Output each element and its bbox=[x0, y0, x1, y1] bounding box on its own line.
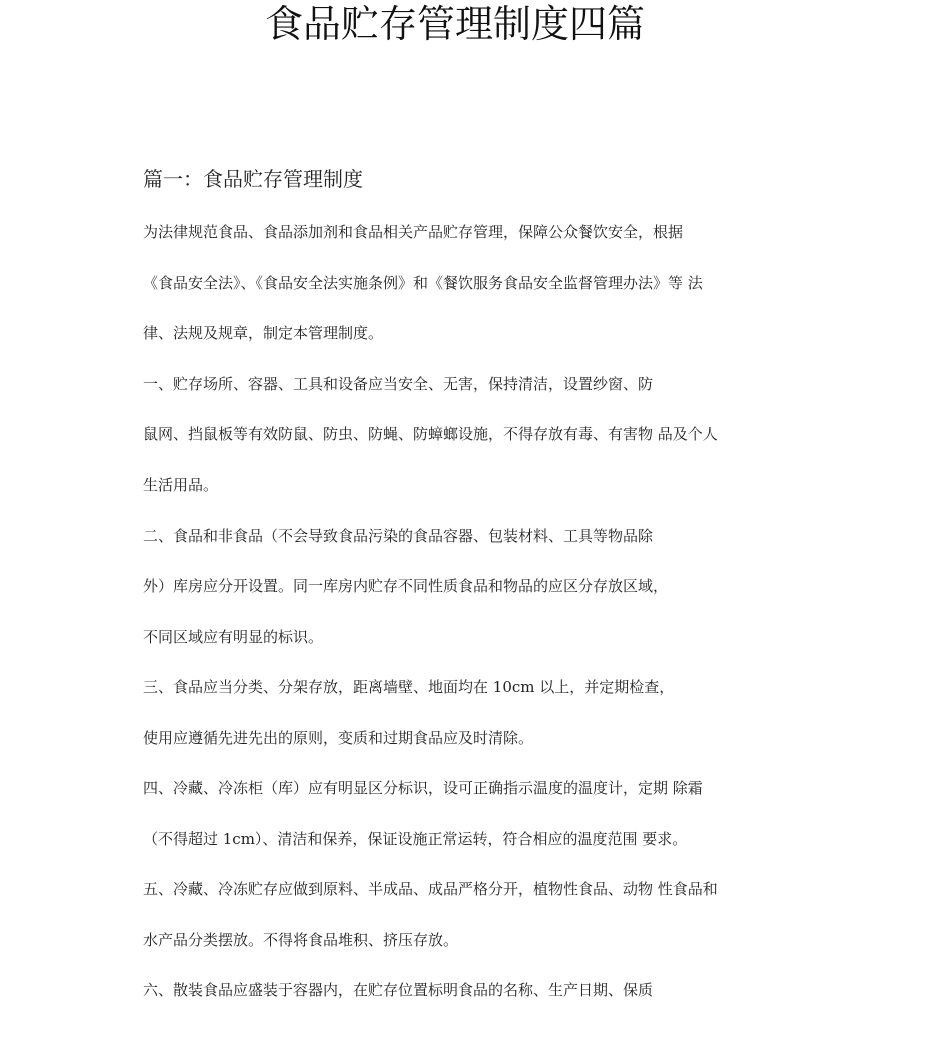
paragraph-line-3: 律、法规及规章，制定本管理制度。 bbox=[143, 324, 384, 342]
paragraph-line-9: 不同区域应有明显的标识。 bbox=[143, 628, 324, 646]
paragraph-line-12: 四、冷藏、冷冻柜（库）应有明显区分标识，设可正确指示温度的温度计，定期 除霜 bbox=[143, 779, 703, 797]
paragraph-line-8: 外）库房应分开设置。同一库房内贮存不同性质食品和物品的应区分存放区域， bbox=[143, 577, 669, 595]
paragraph-line-7: 二、食品和非食品（不会导致食品污染的食品容器、包装材料、工具等物品除 bbox=[143, 527, 654, 545]
paragraph-line-4: 一、贮存场所、容器、工具和设备应当安全、无害，保持清洁，设置纱窗、防 bbox=[143, 375, 654, 393]
paragraph-line-5: 鼠网、挡鼠板等有效防鼠、防虫、防蝇、防蟑螂设施，不得存放有毒、有害物 品及个人 bbox=[143, 425, 718, 443]
paragraph-line-16: 六、散装食品应盛装于容器内，在贮存位置标明食品的名称、生产日期、保质 bbox=[143, 981, 654, 999]
paragraph-line-2: 《食品安全法》、《食品安全法实施条例》和《餐饮服务食品安全监督管理办法》等 法 bbox=[143, 274, 703, 292]
paragraph-line-10: 三、食品应当分类、分架存放，距离墙壁、地面均在 10cm 以上，并定期检查， bbox=[143, 678, 675, 696]
paragraph-line-1: 为法律规范食品、食品添加剂和食品相关产品贮存管理，保障公众餐饮安全，根据 bbox=[143, 223, 684, 241]
paragraph-line-6: 生活用品。 bbox=[143, 476, 219, 494]
document-title: 食品贮存管理制度四篇 bbox=[264, 2, 645, 46]
paragraph-line-15: 水产品分类摆放。不得将食品堆积、挤压存放。 bbox=[143, 931, 459, 949]
paragraph-line-14: 五、冷藏、冷冻贮存应做到原料、半成品、成品严格分开，植物性食品、动物 性食品和 bbox=[143, 880, 718, 898]
paragraph-line-11: 使用应遵循先进先出的原则，变质和过期食品应及时清除。 bbox=[143, 729, 534, 747]
paragraph-line-13: （不得超过 1cm）、清洁和保养，保证设施正常运转，符合相应的温度范围 要求。 bbox=[143, 830, 688, 848]
section-heading: 篇一：食品贮存管理制度 bbox=[143, 167, 363, 191]
